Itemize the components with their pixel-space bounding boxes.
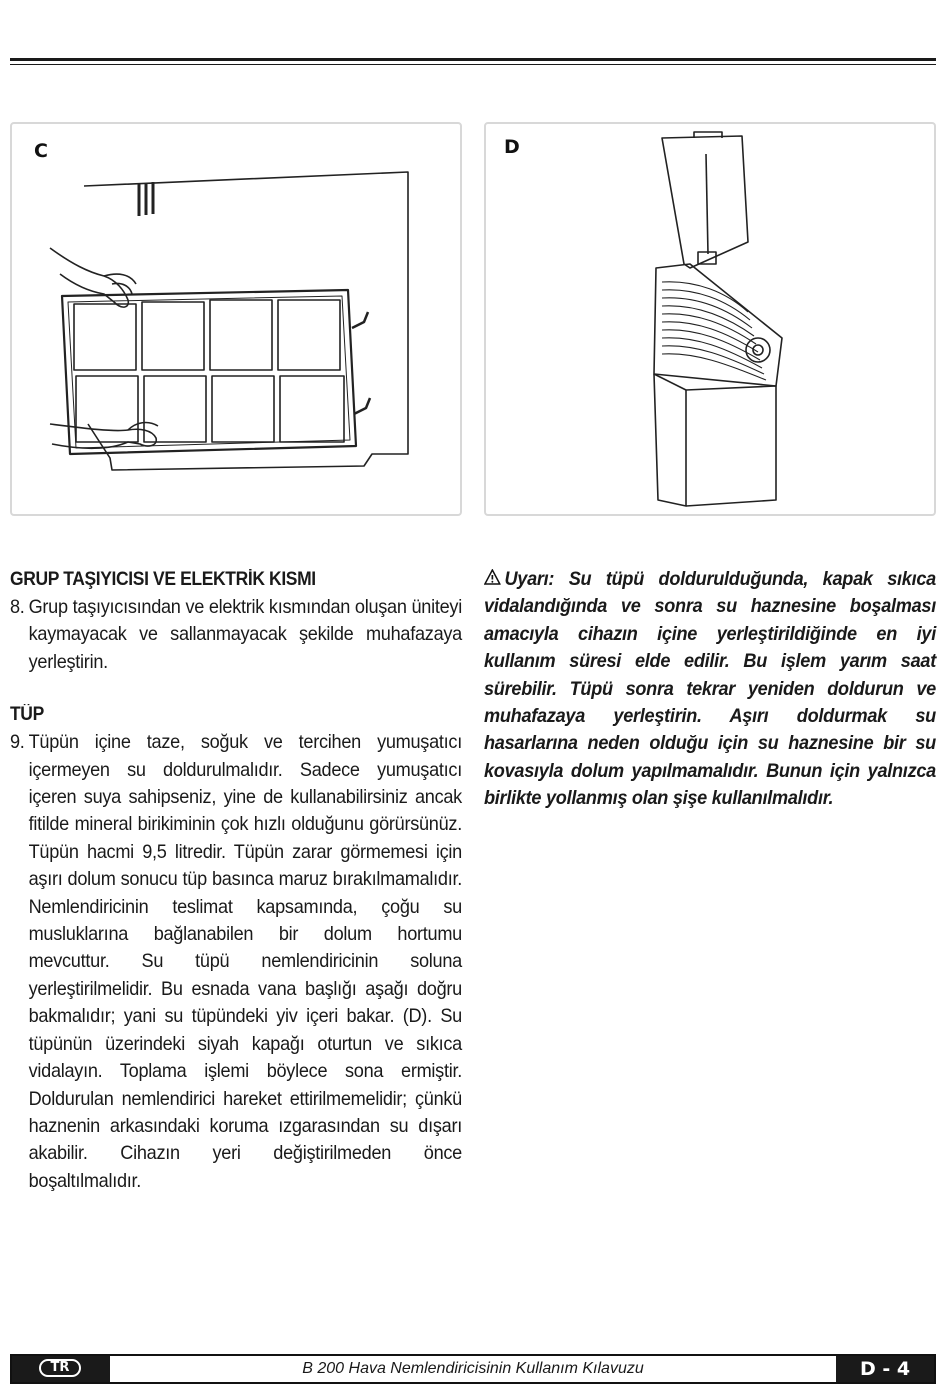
page-number: D - 4 xyxy=(836,1356,934,1382)
item-8-number: 8. xyxy=(10,596,25,618)
item-8-text: Grup taşıyıcısından ve elektrik kısmından oluşan üniteyi kaymayacak ve sallanmayacak şekilde muhafazaya yerleştirin. xyxy=(28,596,462,673)
figure-d-label: D xyxy=(504,136,520,158)
figure-c-label: C xyxy=(34,140,48,162)
instruction-item-9 xyxy=(10,729,462,1195)
figure-d-panel xyxy=(484,122,936,516)
page-footer xyxy=(10,1354,936,1384)
figure-c-panel xyxy=(10,122,462,516)
left-column xyxy=(10,566,462,1195)
water-tank-illustration xyxy=(486,124,934,514)
header-rule-thin xyxy=(10,64,936,65)
instruction-item-8 xyxy=(10,594,462,676)
header-rule-thick xyxy=(10,58,936,61)
warning-text: Uyarı: Su tüpü doldurulduğunda, kapak sıkıca vidalandığında ve sonra su haznesine boşalması amacıyla cihazın içine yerleştirildiğinde en iyi kullanım süresi elde edilir. Bu işlem yarım saat sürebilir. Tüpü sonra tekrar yeniden doldurun ve muhafazaya yerleştirin. Aşırı doldurmak su hasarlarına neden olduğu için su haznesine bir su kovasıyla dolum yapılmamalıdır. Bunun için yalnızca birlikte yollanmış olan şişe kullanılmalıdır. xyxy=(484,568,936,810)
filter-insertion-illustration xyxy=(12,124,460,514)
item-9-text: Tüpün içine taze, soğuk ve tercihen yumuşatıcı içermeyen su doldurulmalıdır. Sadece yumuşatıcı içeren suya sahipseniz, yine de kullanabilirsiniz ancak fitilde mineral birikiminin çok hızlı olduğunu görürsünüz. Tüpün hacmi 9,5 litredir. Tüpün zarar görmemesi için aşırı dolum sonucu tüp basınca maruz bırakılmamalıdır. Nemlendiricinin teslimat kapsamında, çoğu su musluklarına bağlanabilen bir dolum hortumu mevcuttur. Su tüpü nemlendiricinin soluna yerleştirilmelidir. Bu esnada vana başlığı aşağı doğru bakmalıdır; yani su tüpündeki yiv içeri bakar. (D). Su tüpünün üzerindeki siyah kapağı oturtun ve sıkıca vidalayın. Toplama işlemi böylece sona ermiştir. Doldurulan nemlendirici hareket ettirilmemelidir; çünkü haznenin arkasındaki koruma ızgarasından su dışarı akabilir. Cihazın yeri değiştirilmeden önce boşaltılmalıdır. xyxy=(28,731,462,1192)
language-badge: TR xyxy=(39,1359,81,1377)
heading-tup: TÜP xyxy=(10,704,44,726)
item-9-number: 9. xyxy=(10,731,25,754)
warning-paragraph xyxy=(484,566,936,813)
footer-language-block xyxy=(12,1356,110,1382)
footer-manual-title: B 200 Hava Nemlendiricisinin Kullanım Kılavuzu xyxy=(302,1360,644,1377)
heading-grup-tasiyicisi: GRUP TAŞIYICISI VE ELEKTRİK KISMI xyxy=(10,569,316,590)
warning-triangle-icon xyxy=(484,566,504,593)
right-column xyxy=(484,566,936,813)
